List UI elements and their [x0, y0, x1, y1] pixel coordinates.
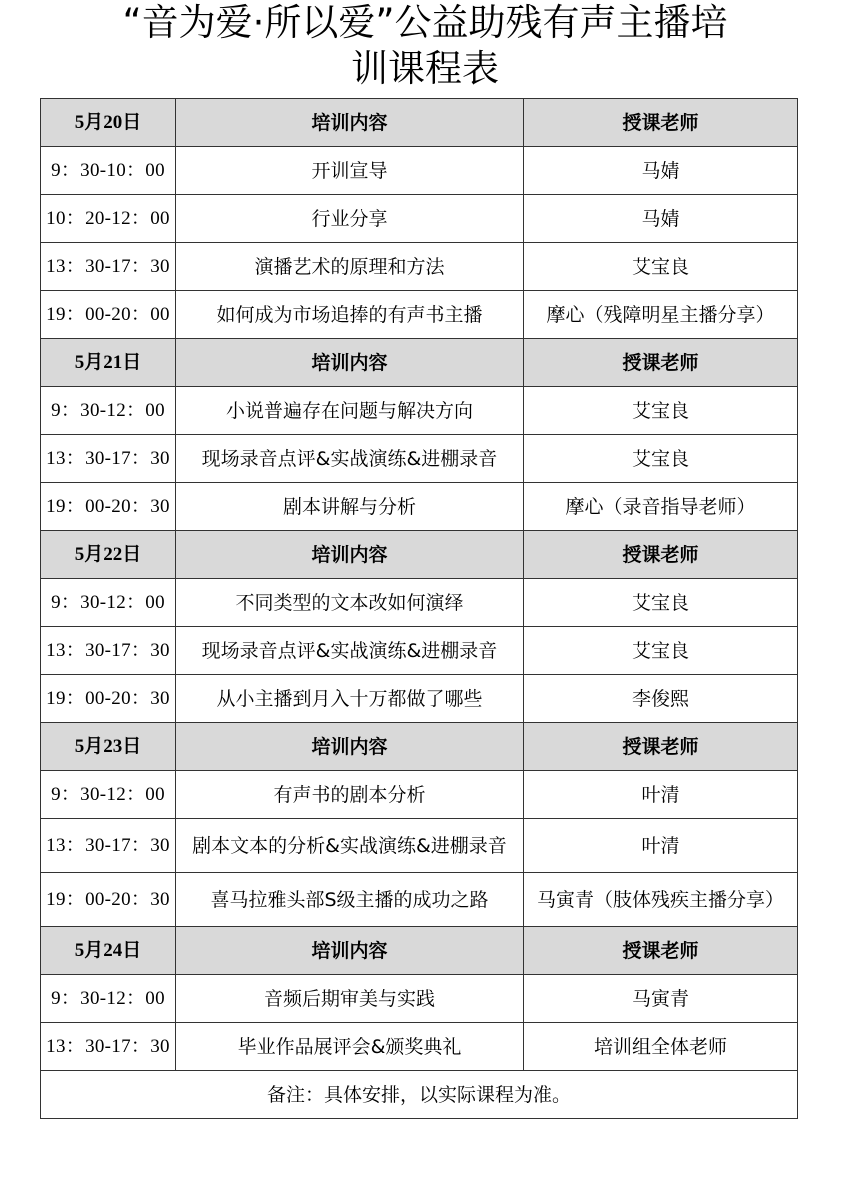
time-cell: 9：30-12：00 — [41, 387, 176, 435]
date-header: 5月23日 — [41, 723, 176, 771]
table-row — [41, 819, 798, 873]
table-row — [41, 771, 798, 819]
page-title — [0, 0, 850, 92]
content-header: 培训内容 — [176, 99, 524, 147]
table-row — [41, 147, 798, 195]
table-row — [41, 873, 798, 927]
time-cell: 19：00-20：30 — [41, 675, 176, 723]
table-row — [41, 243, 798, 291]
teacher-header: 授课老师 — [524, 723, 798, 771]
content-cell: 小说普遍存在问题与解决方向 — [176, 387, 524, 435]
time-cell: 9：30-12：00 — [41, 579, 176, 627]
teacher-cell: 摩心（残障明星主播分享） — [524, 291, 798, 339]
content-header: 培训内容 — [176, 927, 524, 975]
table-row — [41, 1023, 798, 1071]
teacher-cell: 马寅青 — [524, 975, 798, 1023]
table-row — [41, 195, 798, 243]
day-header-row — [41, 339, 798, 387]
content-cell: 音频后期审美与实践 — [176, 975, 524, 1023]
teacher-header: 授课老师 — [524, 99, 798, 147]
content-cell: 如何成为市场追捧的有声书主播 — [176, 291, 524, 339]
teacher-cell: 叶清 — [524, 771, 798, 819]
table-row — [41, 291, 798, 339]
schedule-table — [40, 98, 798, 1119]
content-header: 培训内容 — [176, 339, 524, 387]
teacher-header: 授课老师 — [524, 339, 798, 387]
table-row — [41, 675, 798, 723]
time-cell: 13：30-17：30 — [41, 435, 176, 483]
content-cell: 从小主播到月入十万都做了哪些 — [176, 675, 524, 723]
teacher-cell: 马寅青（肢体残疾主播分享） — [524, 873, 798, 927]
content-cell: 有声书的剧本分析 — [176, 771, 524, 819]
time-cell: 9：30-12：00 — [41, 975, 176, 1023]
time-cell: 10：20-12：00 — [41, 195, 176, 243]
time-cell: 19：00-20：30 — [41, 873, 176, 927]
day-header-row — [41, 99, 798, 147]
day-header-row — [41, 723, 798, 771]
teacher-cell: 摩心（录音指导老师） — [524, 483, 798, 531]
teacher-header: 授课老师 — [524, 531, 798, 579]
time-cell: 9：30-12：00 — [41, 771, 176, 819]
table-row — [41, 435, 798, 483]
date-header: 5月20日 — [41, 99, 176, 147]
content-header: 培训内容 — [176, 723, 524, 771]
note-row — [41, 1071, 798, 1119]
time-cell: 19：00-20：00 — [41, 291, 176, 339]
table-row — [41, 387, 798, 435]
teacher-cell: 艾宝良 — [524, 387, 798, 435]
date-header: 5月24日 — [41, 927, 176, 975]
content-cell: 现场录音点评&实战演练&进棚录音 — [176, 627, 524, 675]
teacher-header: 授课老师 — [524, 927, 798, 975]
content-cell: 现场录音点评&实战演练&进棚录音 — [176, 435, 524, 483]
time-cell: 13：30-17：30 — [41, 819, 176, 873]
table-row — [41, 975, 798, 1023]
table-row — [41, 579, 798, 627]
time-cell: 13：30-17：30 — [41, 627, 176, 675]
content-cell: 行业分享 — [176, 195, 524, 243]
teacher-cell: 马婧 — [524, 195, 798, 243]
teacher-cell: 艾宝良 — [524, 627, 798, 675]
teacher-cell: 艾宝良 — [524, 243, 798, 291]
content-cell: 剧本讲解与分析 — [176, 483, 524, 531]
table-row — [41, 483, 798, 531]
teacher-cell: 叶清 — [524, 819, 798, 873]
content-cell: 演播艺术的原理和方法 — [176, 243, 524, 291]
note-text: 备注：具体安排，以实际课程为准。 — [41, 1071, 798, 1119]
teacher-cell: 艾宝良 — [524, 435, 798, 483]
title-line-2: 训课程表 — [351, 47, 499, 90]
time-cell: 9：30-10：00 — [41, 147, 176, 195]
content-cell: 毕业作品展评会&颁奖典礼 — [176, 1023, 524, 1071]
content-cell: 剧本文本的分析&实战演练&进棚录音 — [176, 819, 524, 873]
time-cell: 13：30-17：30 — [41, 1023, 176, 1071]
table-row — [41, 627, 798, 675]
content-header: 培训内容 — [176, 531, 524, 579]
day-header-row — [41, 927, 798, 975]
teacher-cell: 马婧 — [524, 147, 798, 195]
date-header: 5月22日 — [41, 531, 176, 579]
day-header-row — [41, 531, 798, 579]
content-cell: 不同类型的文本改如何演绎 — [176, 579, 524, 627]
content-cell: 开训宣导 — [176, 147, 524, 195]
teacher-cell: 艾宝良 — [524, 579, 798, 627]
content-cell: 喜马拉雅头部S级主播的成功之路 — [176, 873, 524, 927]
time-cell: 19：00-20：30 — [41, 483, 176, 531]
title-line-1: “音为爱·所以爱”公益助残有声主播培 — [122, 1, 728, 44]
teacher-cell: 培训组全体老师 — [524, 1023, 798, 1071]
date-header: 5月21日 — [41, 339, 176, 387]
time-cell: 13：30-17：30 — [41, 243, 176, 291]
teacher-cell: 李俊熙 — [524, 675, 798, 723]
